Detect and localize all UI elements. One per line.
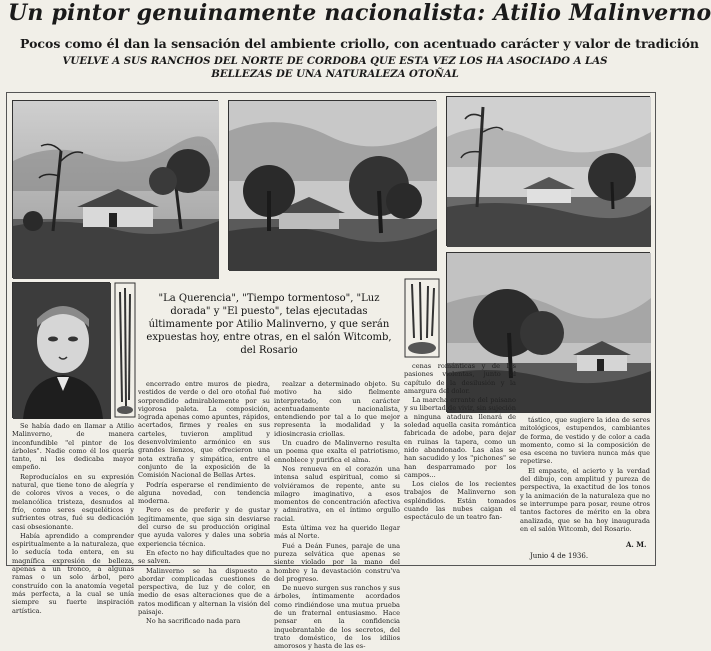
- paragraph: Nos renueva en el corazón una intensa salud espiritual, como si volviéramos de repente, ante su milagro imaginativo, a esos momentos de concentración afectiva y admirativa, en el íntimo orgullo racial.: [274, 464, 400, 523]
- paragraph: De nuevo surgen sus ranchos y sus árboles, íntimamente acordados como rindiéndose una mutua prueba de un fraternal entusiasmo. Hace pensar en la confidencia inquebrantable de los secretos, del trato doméstico, de los idilios amorosos y hasta de las es-: [274, 584, 400, 651]
- photo-caption: "La Querencia", "Tiempo tormentoso", "Luz dorada" y "El puesto", telas ejecutadas últimamente por Atilio Malinverno, y que serán expuestas hoy, entre otras, en el salón Witcomb, del Rosario: [146, 293, 392, 356]
- paragraph: encerrado entre muros de piedra, vestidos de verde o del oro otoñal fué sorprendido admirablemente por su vigorosa paleta. La composición, lograda apenas como apuntes, rápidos, acertados, firmes y reales en sus carteles, tuvieron amplitud y desenvolvimiento armónico en sus grandes lienzos, que ofrecieron una nota extraña y simpática, entre el conjunto de la exposición de la Comisión Nacional de Bellas Artes.: [138, 380, 270, 480]
- deck: VUELVE A SUS RANCHOS DEL NORTE DE CORDOBA QUE ESTA VEZ LOS HA ASOCIADO A LAS BELLEZAS DE UNA NATURALEZA OTOÑAL: [62, 55, 608, 80]
- paragraph: Podría esperarse el rendimiento de alguna novedad, con tendencia moderna.: [138, 480, 270, 506]
- paragraph: tástico, que sugiere la idea de seres mitológicos, estupendos, cambiantes de forma, de vestido y de color a cada momento, como si la composición de esa escena no tuviera nunca más que repetirse.: [520, 416, 650, 466]
- paragraph: Se había dado en llamar a Atilio Malinverno, de manera inconfundible "el pintor de los árboles". Nadie como él los quería tanto, ni les dedicaba mayor empeño.: [12, 422, 134, 472]
- article-date: Junio 4 de 1936.: [530, 552, 589, 560]
- article-column-3: [274, 380, 400, 651]
- article-column-4: [404, 362, 516, 564]
- article-column-5: [520, 416, 650, 538]
- paragraph: Los cielos de los recientes trabajos de Malinverno son espléndidos. Están tomados cuando las nubes caigan el espectáculo de un teatro fan-: [404, 480, 516, 522]
- article-column-1: [12, 422, 134, 615]
- paragraph: La marcha errante del paisano y su libertad de vivir, sin sujeción a ninguna atadura llenará de soledad aquella casita romántica fabricada de adobe, para dejar en ruinas la tapera, como un nido abandonado. Las alas se han sacudido y los "pichones" se han desparramado por los campos...: [404, 396, 516, 479]
- subtitle: Pocos como él dan la sensación del ambiente criollo, con acentuado carácter y valor de tradición: [20, 36, 700, 51]
- article-column-2: [138, 380, 270, 626]
- palette-ornament-left: [114, 282, 136, 418]
- paragraph: Esta última vez ha querido llegar más al Norte.: [274, 524, 400, 541]
- photo-tiempo-tormentoso: [228, 100, 436, 270]
- paragraph: Malinverno se ha dispuesto a abordar complicadas cuestiones de perspectiva, de luz y de color, en medio de esas alteraciones que de a ratos modifican y alternan la visión del paisaje.: [138, 566, 270, 617]
- paragraph: Reproducíalos en su expresión natural, que tiene tono de alegría y de colores vivos a veces, o de melancólica tristeza, desnudos al frío, como seres esqueléticos y sufrientes otras, fué su dedicación casi obsesionante.: [12, 472, 134, 531]
- paragraph: No ha sacrificado nada para: [146, 617, 241, 626]
- paragraph: Un cuadro de Malinverno resulta un poema que exalta el patriotismo, ennoblece y purifica el alma.: [274, 439, 400, 464]
- paragraph: Había aprendido a comprender espiritualmente a la naturaleza, que lo seducía toda entera, en su magnífica expresión de belleza, apenas a un tronco, a algunas ramas o un solo árbol, pero construído con la anatomía vegetal más perfecta, a la cual se unía siempre su fuerte inspiración artística.: [12, 531, 134, 615]
- paragraph: cenas románticas y de las pasiones violentas, junto al capítulo de la desilusión y la amargura del dolor.: [404, 362, 516, 395]
- paragraph: El empaste, el acierto y la verdad del dibujo, con amplitud y pureza de perspectiva, la exactitud de los tonos y la animación de la naturaleza que no se interrumpe para posar, reune otros tantos factores de mérito en la obra analizada, que se ha hoy inaugurada en el salón Witcomb, del Rosario.: [520, 466, 650, 533]
- brush-ornament-icon: [114, 282, 136, 418]
- stormy-landscape-image: [229, 101, 437, 271]
- landscape-painting-image: [13, 101, 219, 279]
- article-signature: A. M.: [626, 540, 647, 549]
- paragraph: realzar a determinado objeto. Su motivo ha sido fielmente interpretado, con un carácter acentuadamente nacionalista, entendiendo por tal a lo que mejor representa la modalidad y la idiosincrasia criollas.: [274, 380, 400, 438]
- artist-portrait-image: [13, 283, 111, 419]
- headline: Un pintor genuinamente nacionalista: Atilio Malinverno: [8, 0, 711, 26]
- paragraph: Pero es de preferir y de gustar legítimamente, que siga sin desviarse del curso de su producción original que ayuda valores y dales una sobria experiencia técnica.: [138, 506, 270, 548]
- photo-luz-dorada: [446, 96, 650, 246]
- palette-ornament-icon: [404, 278, 440, 358]
- golden-light-landscape-image: [447, 97, 651, 247]
- paragraph: Fué a Deán Funes, paraje de una pureza selvática que apenas se siente violado por la mano del hombre y la devastación constru'va del progreso.: [274, 541, 400, 583]
- photo-la-querencia: [12, 100, 218, 278]
- paragraph: En efecto no hay dificultades que no se salven.: [138, 548, 270, 566]
- portrait-photo: [12, 282, 110, 418]
- palette-ornament-right: [404, 278, 440, 358]
